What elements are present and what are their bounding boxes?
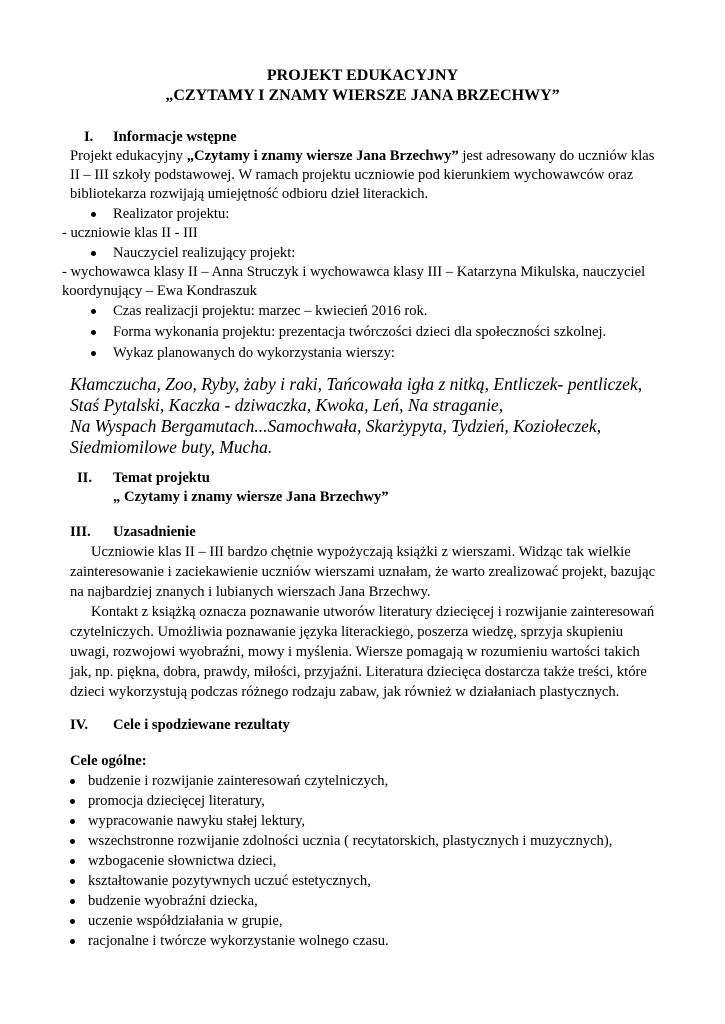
bullet-icon — [70, 779, 75, 784]
section3-paragraph-line: Kontakt z książką oznacza poznawanie utworów literatury dziecięcej i rozwijanie zainteresowań — [91, 604, 655, 620]
goal-item: racjonalne i twórcze wykorzystanie wolnego czasu. — [88, 933, 389, 949]
doc-title-line2: „CZYTAMY I ZNAMY WIERSZE JANA BRZECHWY” — [165, 87, 560, 104]
bullet-icon — [70, 919, 75, 924]
bullet-icon — [70, 799, 75, 804]
section3-paragraph-line: dzieci wykorzystują podczas różnego rodzaju zabaw, jak również w działaniach plastycznych. — [70, 684, 620, 700]
poem-list-line: Na Wyspach Bergamutach...Samochwała, Skarżypyta, Tydzień, Koziołeczek, — [70, 416, 602, 436]
bullet-icon — [70, 819, 75, 824]
section3-paragraph-line: czytelniczych. Umożliwia poznawanie języka literackiego, poszerza wiedzę, sprzyja skupieniu — [70, 624, 624, 640]
goal-item: kształtowanie pozytywnych uczuć estetycznych, — [88, 873, 371, 889]
goal-item: budzenie wyobraźni dziecka, — [88, 893, 258, 909]
section4-number: IV. — [70, 717, 88, 733]
bullet-wykaz: Wykaz planowanych do wykorzystania wierszy: — [113, 345, 395, 361]
bullet-forma: Forma wykonania projektu: prezentacja twórczości dzieci dla społeczności szkolnej. — [113, 324, 607, 340]
section1-intro-line1 — [70, 147, 654, 166]
section2-subject: „ Czytamy i znamy wiersze Jana Brzechwy” — [113, 489, 389, 505]
section2-number: II. — [77, 470, 93, 486]
intro-suffix: jest adresowany do uczniów klas — [458, 148, 655, 164]
bullet-icon — [70, 859, 75, 864]
intro-prefix: Projekt edukacyjny — [70, 148, 187, 164]
section1-intro-line3: bibliotekarza rozwijają umiejętność odbioru dzieł literackich. — [70, 186, 429, 202]
poem-list-line: Staś Pytalski, Kaczka - dziwaczka, Kwoka, Leń, Na straganie, — [70, 395, 504, 415]
bullet-czas: Czas realizacji projektu: marzec – kwiecień 2016 rok. — [113, 303, 428, 319]
goal-item: uczenie współdziałania w grupie, — [88, 913, 283, 929]
nauczyciel-line2: koordynujący – Ewa Kondraszuk — [62, 283, 257, 299]
section3-paragraph-line: uwagi, rozwojowi wyobraźni, mowy i myślenia. Wiersze pomagają w rozumieniu wartości takich — [70, 644, 640, 660]
poem-list-line: Siedmiomilowe buty, Mucha. — [70, 437, 273, 457]
section1-number: I. — [84, 129, 94, 145]
bullet-icon — [70, 879, 75, 884]
bullet-icon — [70, 899, 75, 904]
goals-heading: Cele ogólne: — [70, 753, 147, 769]
goal-item: promocja dziecięcej literatury, — [88, 793, 265, 809]
goal-item: wszechstronne rozwijanie zdolności ucznia ( recytatorskich, plastycznych i muzycznych), — [88, 833, 613, 849]
section3-paragraph-line: jak, np. piękna, dobra, prawdy, miłości, przyjaźni. Literatura dziecięca dostarcza także treści, które — [70, 664, 647, 680]
realizator-value: - uczniowie klas II - III — [62, 225, 198, 241]
section1-heading: Informacje wstępne — [113, 129, 237, 145]
bullet-icon — [70, 939, 75, 944]
bullet-icon — [91, 330, 96, 335]
section3-heading: Uzasadnienie — [113, 524, 196, 540]
nauczyciel-line1: - wychowawca klasy II – Anna Struczyk i wychowawca klasy III – Katarzyna Mikulska, nauczyciel — [62, 264, 646, 280]
section2-heading: Temat projektu — [113, 470, 210, 486]
goal-item: budzenie i rozwijanie zainteresowań czytelniczych, — [88, 773, 389, 789]
bullet-nauczyciel: Nauczyciel realizujący projekt: — [113, 245, 296, 261]
section3-paragraph-line: Uczniowie klas II – III bardzo chętnie wypożyczają książki z wierszami. Widząc tak wielkie — [91, 544, 631, 560]
section4-heading: Cele i spodziewane rezultaty — [113, 717, 290, 733]
bullet-realizator: Realizator projektu: — [113, 206, 230, 222]
doc-title-line1: PROJEKT EDUKACYJNY — [266, 67, 459, 84]
intro-project-name: „Czytamy i znamy wiersze Jana Brzechwy” — [186, 148, 459, 164]
bullet-icon — [91, 309, 96, 314]
goal-item: wypracowanie nawyku stałej lektury, — [88, 813, 306, 829]
bullet-icon — [70, 839, 75, 844]
bullet-icon — [91, 351, 96, 356]
poem-list-line: Kłamczucha, Zoo, Ryby, żaby i raki, Tańcowała igła z nitką, Entliczek- pentliczek, — [70, 374, 643, 394]
bullet-icon — [91, 251, 96, 256]
section3-paragraph-line: na najbardziej znanych i lubianych wierszach Jana Brzechwy. — [70, 584, 431, 600]
section1-intro-line2: II – III szkoły podstawowej. W ramach projektu uczniowie pod kierunkiem wychowawców oraz — [70, 167, 634, 183]
bullet-icon — [91, 212, 96, 217]
section3-number: III. — [70, 524, 91, 540]
goal-item: wzbogacenie słownictwa dzieci, — [88, 853, 277, 869]
section3-paragraph-line: zainteresowanie i zaciekawienie uczniów wierszami uznałam, że warto zrealizować projekt, bazując — [70, 564, 656, 580]
